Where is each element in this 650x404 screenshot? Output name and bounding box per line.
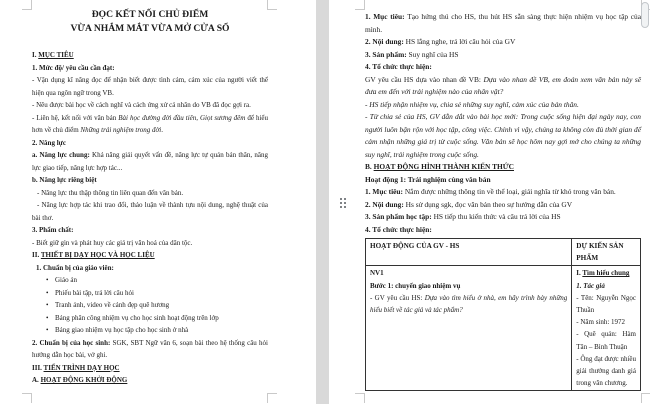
page-2[interactable]	[329, 0, 650, 404]
paragraph	[32, 249, 268, 262]
paragraph	[32, 112, 268, 137]
table-row	[366, 266, 641, 391]
bullet-icon: •	[46, 326, 49, 334]
paragraph	[576, 292, 636, 316]
text-run: HS lắng nghe, trả lời câu hỏi của GV	[405, 37, 516, 46]
text-run: - Tên: Nguyễn Ngọc Thuần	[576, 293, 636, 315]
text-run: HS tiếp thu kiến thức và câu trả lời của HS	[433, 212, 561, 221]
bullet-item	[32, 324, 268, 337]
text-run: Phiếu bài tập, trả lời câu hỏi	[55, 288, 134, 297]
text-run: Hs sử dụng sgk, đọc văn bản theo sự hướng dẫn của GV	[405, 199, 573, 209]
scrollbar-thumb[interactable]	[641, 2, 649, 28]
text-run: Những trải nghiệm trong đời	[80, 126, 162, 134]
text-run: 3. Sản phẩm học tập:	[365, 212, 434, 221]
vertical-scrollbar[interactable]	[640, 0, 650, 404]
column-header-du-kien: DỰ KIẾN SẢN PHẨM	[572, 239, 641, 266]
bullet-icon: •	[46, 301, 49, 309]
text-run: 3. Sản phẩm:	[365, 49, 409, 59]
bullet-item	[32, 274, 268, 287]
paragraph	[365, 11, 641, 36]
text-run: 2. Nội dung:	[365, 199, 406, 209]
text-run: - Năng lực hợp tác khi trao đổi, thảo luận về thành tựu nội dung, nghệ thuật của bài thơ.	[32, 201, 268, 222]
text-run: GV yêu cầu HS dựa vào nhan đề VB:	[365, 74, 484, 84]
paragraph	[365, 36, 641, 49]
text-run: - Biết giữ gìn và phát huy các giá trị văn hoá của dân tộc.	[32, 238, 193, 247]
paragraph	[365, 186, 641, 199]
text-run: I.	[32, 51, 39, 59]
text-run: Bước 1: chuyển giao nhiệm vụ	[370, 281, 461, 290]
text-run: - Năng lực thu thập thông tin liên quan đến văn bản.	[37, 188, 184, 197]
text-run: để hiểu hơn về chủ điểm	[32, 113, 268, 134]
paragraph	[32, 149, 268, 174]
text-run: 1. Tác giả	[576, 281, 605, 290]
text-run: - Nêu được bài học về cách nghĩ và cách ứng xử cá nhân do VB đã đọc gợi ra.	[32, 101, 251, 109]
text-run: NV1	[370, 269, 384, 278]
text-run: THIẾT BỊ DẠY HỌC VÀ HỌC LIỆU	[40, 251, 155, 259]
bullet-icon: •	[46, 313, 49, 322]
page-1-paragraphs	[32, 49, 268, 387]
bullet-item	[32, 312, 268, 325]
paragraph	[576, 316, 636, 328]
paragraph	[365, 74, 641, 99]
paragraph	[365, 174, 641, 187]
bullet-item	[32, 287, 268, 300]
paragraph	[365, 211, 641, 224]
text-run: Tìm hiểu chung	[582, 269, 630, 278]
text-run: 2. Năng lực	[32, 138, 66, 147]
paragraph	[365, 224, 641, 237]
page-2-paragraphs	[365, 11, 641, 236]
text-run: 1. Chuẩn bị của giáo viên:	[36, 263, 114, 272]
document-title-line: VỪA NHẮM MẮT VỪA MỞ CỬA SỔ	[70, 23, 230, 34]
document-title	[32, 8, 268, 36]
text-run: Khả năng giải quyết vấn đề, năng lực tự quản bản thân, năng lực giao tiếp, năng lực hợp tác...	[32, 151, 268, 172]
text-run: TIẾN TRÌNH DẠY HỌC	[43, 363, 120, 372]
paragraph	[32, 174, 268, 187]
text-run: 1. Mức độ/ yêu cầu cần đạt:	[32, 63, 115, 72]
activity-table	[365, 238, 641, 391]
text-run: SGK, SBT Ngữ văn 6, soạn bài theo hệ thống câu hỏi hướng dẫn học bài, vở ghi.	[32, 338, 268, 359]
paragraph	[365, 61, 641, 74]
text-run: - GV yêu cầu HS:	[370, 293, 425, 302]
text-run: Hoạt động 1: Trải nghiệm cùng văn bản	[365, 174, 491, 184]
text-run: B.	[365, 162, 374, 171]
paragraph	[576, 280, 636, 292]
text-run: 4. Tổ chức thực hiện:	[365, 224, 432, 234]
paragraph	[370, 292, 567, 316]
text-run: III.	[32, 363, 44, 372]
text-run: Nắm được những thông tin về thể loại, giải nghĩa từ khó trong văn bản.	[404, 187, 616, 196]
paragraph	[365, 99, 641, 112]
paragraph	[32, 62, 268, 75]
text-run: 1. Mục tiêu:	[365, 12, 408, 21]
paragraph	[365, 111, 641, 161]
paragraph	[32, 74, 268, 99]
text-run: 2. Nội dung:	[365, 37, 406, 46]
paragraph	[576, 267, 636, 279]
paragraph	[370, 267, 567, 279]
cell-du-kien[interactable]	[572, 266, 641, 391]
text-run: II.	[32, 251, 41, 259]
column-header-gv-hs: HOẠT ĐỘNG CỦA GV - HS	[366, 239, 572, 266]
text-run: - Liên hệ, kết nối với văn bản	[32, 113, 119, 122]
text-run: - Năm sinh: 1972	[576, 318, 626, 327]
text-run: Bảng phân công nhiệm vụ cho học sinh hoạt động trên lớp	[55, 313, 219, 322]
text-run: Tranh ảnh, video về cảnh đẹp quê hương	[55, 301, 170, 309]
paragraph	[32, 99, 268, 112]
bullet-icon: •	[46, 288, 49, 297]
paragraph	[32, 187, 268, 200]
page-2-content[interactable]	[329, 0, 650, 391]
text-run: Suy nghĩ của HS	[408, 49, 459, 59]
text-run: I.	[576, 269, 583, 278]
paragraph	[32, 237, 268, 250]
page-1-content[interactable]	[0, 0, 316, 387]
paragraph	[32, 362, 268, 375]
text-run: Dựa vào nhan đề VB, em đoán xem văn bản này sẽ đưa em đến với trải nghiệm nào của nhân vật?	[365, 74, 641, 96]
paragraph	[365, 199, 641, 212]
text-run: 2. Chuẩn bị của học sinh:	[32, 338, 113, 347]
paragraph	[32, 199, 268, 224]
table-header-row	[366, 239, 641, 266]
text-run: A.	[32, 376, 41, 384]
text-run: - Quê quán: Hàm Tân – Bình Thuận	[576, 330, 636, 351]
text-run: - HS tiếp nhận nhiệm vụ, chia sẻ những suy nghĩ, cảm xúc của bản thân.	[365, 99, 579, 109]
bullet-icon: •	[46, 276, 49, 284]
text-run: MỤC TIÊU	[38, 51, 74, 59]
text-run: .	[161, 126, 163, 134]
paragraph	[32, 374, 268, 387]
text-run: 4. Tổ chức thực hiện:	[365, 62, 432, 71]
paragraph	[32, 262, 268, 275]
text-run: HOẠT ĐỘNG KHỞI ĐỘNG	[40, 376, 128, 384]
text-boundary-mark	[22, 393, 32, 403]
text-run: Giáo án	[55, 276, 77, 284]
paragraph	[32, 137, 268, 150]
paragraph	[365, 49, 641, 62]
text-run: 1. Mục tiêu:	[365, 187, 405, 196]
text-run: - Từ chia sẻ của HS, GV dẫn dắt vào bài học mới: Trong cuộc sống hiện đại ngày nay, con người luôn bận rộn với học tập, công việc. Chính vì vậy, chúng ta không còn đủ thời gian để cảm nhận những giá trị từ cuộc sống. Văn bản sẽ học hôm nay gợi mở cho chúng ta những suy nghĩ, trải nghiệm trong cuộc sống.	[365, 112, 641, 159]
text-run: Bài học đường đời đầu tiên, Giọt sương đêm	[118, 113, 246, 122]
text-boundary-mark	[355, 393, 365, 403]
text-run: a. Năng lực chung:	[32, 151, 93, 159]
paragraph	[32, 224, 268, 237]
bullet-item	[32, 299, 268, 312]
text-boundary-mark	[267, 393, 277, 403]
paragraph	[576, 353, 636, 390]
cell-gv-hs[interactable]	[366, 266, 572, 391]
page-1[interactable]	[0, 0, 316, 404]
paragraph	[32, 337, 268, 362]
text-run: - Ông đạt được nhiều giải thưởng danh giá trong văn chương.	[576, 354, 636, 388]
text-run: Tạo hứng thú cho HS, thu hút HS sẵn sàng thực hiện nhiệm vụ học tập của mình.	[365, 12, 641, 34]
text-run: Bảng giao nhiệm vụ học tập cho học sinh ở nhà	[55, 326, 189, 334]
paragraph	[32, 49, 268, 62]
text-run: 3. Phẩm chất:	[32, 226, 74, 234]
paragraph	[370, 280, 567, 292]
text-run: b. Năng lực riêng biệt	[32, 176, 97, 184]
paragraph	[576, 328, 636, 352]
text-run: Dựa vào tìm hiểu ở nhà, em hãy trình bày những hiểu biết về tác giả và tác phẩm?	[370, 293, 568, 315]
document-title-line: ĐỌC KẾT NỐI CHỦ ĐIỂM	[91, 9, 209, 20]
text-run: HOẠT ĐỘNG HÌNH THÀNH KIẾN THỨC	[373, 162, 514, 171]
paragraph-drag-handle-icon[interactable]	[339, 197, 348, 210]
paragraph	[365, 161, 641, 174]
text-run: - Vận dụng kĩ năng đọc để nhận biết được tình cảm, cảm xúc của người viết thể hiện qua ngôn ngữ trong VB.	[32, 76, 268, 97]
